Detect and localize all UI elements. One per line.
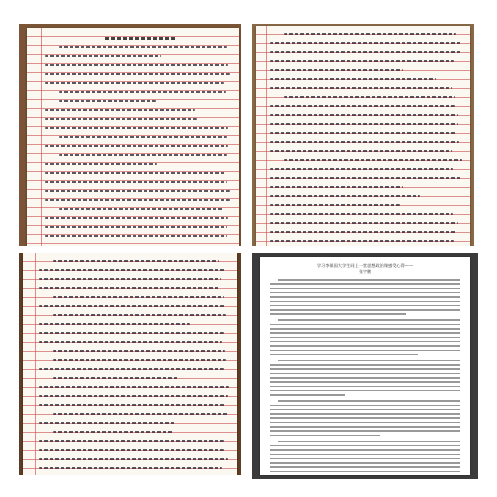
handwritten-text-line [45, 226, 227, 228]
printed-text-line [278, 279, 460, 281]
printed-text-line [270, 313, 406, 315]
handwritten-text-line [45, 163, 157, 165]
handwritten-text-line [59, 154, 227, 156]
handwritten-text-line [270, 231, 457, 233]
printed-text-line [270, 435, 380, 437]
handwritten-text-line [53, 260, 219, 262]
handwritten-text-line [45, 199, 230, 201]
handwritten-text-line [53, 296, 224, 298]
printed-text-line [270, 449, 460, 451]
handwritten-text-line [39, 467, 222, 469]
handwritten-text-line [270, 177, 462, 179]
document-author: 张宇鹏 [359, 269, 371, 274]
handwritten-text-line [39, 323, 190, 325]
handwritten-text-line [39, 341, 222, 343]
handwritten-text-line [39, 305, 225, 307]
handwritten-text-line [53, 431, 174, 433]
handwritten-text-line [45, 172, 226, 174]
printed-text-line [270, 381, 460, 383]
handwritten-text-line [45, 235, 227, 237]
handwritten-page-photo-3 [19, 253, 241, 475]
handwritten-text-line [105, 37, 175, 40]
printed-text-line [270, 354, 418, 356]
margin-rule [41, 28, 42, 246]
handwritten-text-line [45, 127, 228, 129]
handwritten-text-line [39, 422, 175, 424]
printed-text-line [270, 288, 460, 290]
printed-text-line [278, 319, 460, 321]
handwritten-text-line [39, 278, 221, 280]
printed-text-line [270, 458, 460, 460]
margin-rule [266, 26, 267, 246]
printed-text-line [270, 328, 460, 330]
printed-text-line [270, 337, 460, 339]
handwritten-text-line [45, 109, 195, 111]
handwritten-text-line [270, 150, 452, 152]
printed-text-line [270, 454, 460, 456]
handwritten-text-line [270, 87, 452, 89]
printed-text-line [270, 466, 460, 468]
lined-paper-sheet [256, 26, 470, 246]
margin-rule [35, 253, 36, 475]
handwritten-text-line [270, 186, 403, 188]
handwritten-text-line [45, 217, 228, 219]
handwritten-text-line [45, 145, 228, 147]
printed-text-line [270, 422, 460, 424]
printed-text-line [270, 471, 460, 473]
handwritten-text-line [39, 440, 224, 442]
printed-text-line [270, 417, 460, 419]
printed-text-line [270, 390, 460, 392]
printed-text-line [270, 373, 460, 375]
handwritten-text-line [45, 181, 227, 183]
handwritten-text-line [270, 213, 453, 215]
handwritten-text-line [270, 123, 458, 125]
printed-text-line [270, 368, 460, 370]
handwritten-text-line [270, 78, 436, 80]
printed-text-line [270, 364, 460, 366]
printed-text-line [270, 430, 460, 432]
printed-text-line [270, 341, 460, 343]
printed-text-line [278, 360, 460, 362]
printed-text-line [278, 400, 460, 402]
handwritten-text-line [270, 69, 403, 71]
handwritten-text-line [270, 195, 420, 197]
printed-text-line [270, 377, 460, 379]
handwritten-text-line [284, 159, 462, 161]
handwritten-text-line [39, 404, 226, 406]
handwritten-text-line [270, 141, 459, 143]
handwritten-text-line [39, 449, 224, 451]
printed-text-line [270, 296, 460, 298]
printed-text-line [270, 350, 460, 352]
handwritten-page-photo-2 [252, 24, 474, 246]
handwritten-text-line [270, 168, 453, 170]
printed-text-line [270, 292, 460, 294]
printed-text-line [270, 301, 460, 303]
handwritten-text-line [53, 314, 226, 316]
printed-text-line [278, 441, 460, 443]
handwritten-text-line [45, 190, 230, 192]
handwritten-text-line [270, 51, 461, 53]
lined-paper-sheet [23, 253, 237, 475]
handwritten-page-photo-1 [19, 24, 241, 246]
printed-text-line [270, 332, 460, 334]
printed-document-photo [252, 253, 478, 479]
handwritten-text-line [39, 269, 226, 271]
printed-text-line [270, 305, 460, 307]
handwritten-text-line [53, 359, 226, 361]
handwritten-text-line [270, 114, 458, 116]
printed-text-line [270, 283, 460, 285]
handwritten-text-line [53, 350, 225, 352]
handwritten-text-line [45, 73, 230, 75]
printed-text-line [270, 324, 460, 326]
handwritten-text-line [270, 105, 455, 107]
document-title: 学习李保国大学生同上一堂思想政治课感受心得—— [316, 263, 414, 268]
printed-text-line [270, 309, 460, 311]
handwritten-text-line [39, 395, 228, 397]
handwritten-text-line [270, 240, 454, 242]
handwritten-text-line [59, 136, 227, 138]
handwritten-text-line [39, 332, 224, 334]
printed-text-line [270, 405, 460, 407]
handwritten-text-line [45, 118, 197, 120]
printed-text-line [270, 386, 460, 388]
handwritten-text-line [270, 132, 456, 134]
handwritten-text-line [59, 100, 156, 102]
printed-text-line [270, 409, 460, 411]
handwritten-text-line [59, 91, 226, 93]
handwritten-text-line [39, 386, 229, 388]
handwritten-text-line [284, 33, 456, 35]
printed-text-line [270, 426, 460, 428]
handwritten-text-line [53, 377, 178, 379]
handwritten-text-line [270, 222, 458, 224]
printed-text-line [270, 345, 460, 347]
printed-text-line [270, 445, 460, 447]
handwritten-text-line [59, 208, 224, 210]
handwritten-text-line [270, 42, 461, 44]
printed-text-line [270, 394, 345, 396]
printed-text-line [270, 462, 460, 464]
handwritten-text-line [39, 287, 219, 289]
handwritten-text-line [270, 204, 400, 206]
handwritten-text-line [45, 55, 161, 57]
printed-text-line [270, 413, 460, 415]
handwritten-text-line [270, 60, 454, 62]
handwritten-text-line [45, 82, 224, 84]
handwritten-text-line [39, 368, 224, 370]
lined-paper-sheet [27, 28, 239, 246]
handwritten-text-line [284, 96, 455, 98]
handwritten-text-line [53, 413, 229, 415]
handwritten-text-line [59, 46, 227, 48]
handwritten-text-line [45, 64, 228, 66]
handwritten-text-line [39, 458, 228, 460]
printed-document-page [260, 257, 470, 475]
